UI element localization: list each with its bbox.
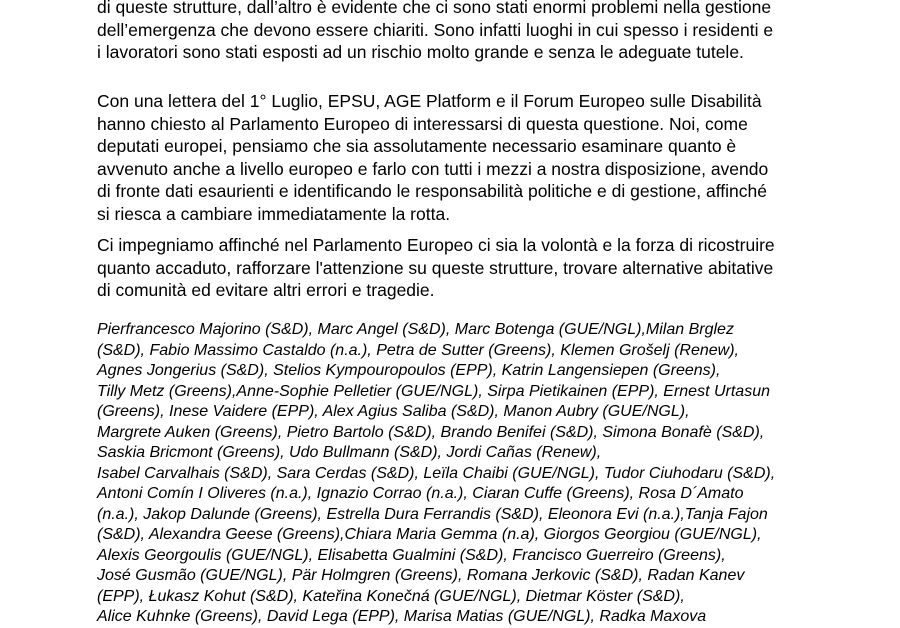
signatories-line-5: (Greens), Inese Vaidere (EPP), Alex Agius Saliba (S&D), Manon Aubry (GUE/NGL), — [97, 403, 690, 420]
signatories-list — [97, 320, 775, 628]
paragraph-2-line-3: deputati europei, pensiamo che sia assolutamente necessario esaminare quanto è — [97, 136, 737, 156]
signatories-line-14: (EPP), Łukasz Kohut (S&D), Kateřina Konečná (GUE/NGL), Dietmar Köster (S&D), — [97, 587, 685, 605]
paragraph-2-line-6: si riesca a cambiare immediatamente la rotta. — [97, 203, 451, 224]
paragraph-3-line-2: quanto accaduto, rafforzare l'attenzione su queste strutture, trovare alternative abitative — [97, 257, 774, 278]
paragraph-3-line-3: di comunità ed evitare altri errori e tragedie. — [97, 280, 435, 300]
signatories-line-11: (S&D), Alexandra Geese (Greens),Chiara Maria Gemma (n.a), Giorgos Georgiou (GUE/NGL), — [97, 526, 762, 543]
signatories-line-13: José Gusmão (GUE/NGL), Pär Holmgren (Greens), Romana Jerkovic (S&D), Radan Kanev — [97, 567, 745, 584]
signatories-line-10: (n.a.), Jakop Dalunde (Greens), Estrella Dura Ferrandis (S&D), Eleonora Evi (n.a.),Tanja Fajon — [97, 505, 768, 523]
signatories-line-4: Tilly Metz (Greens),Anne-Sophie Pelletier (GUE/NGL), Sirpa Pietikainen (EPP), Ernest Urtasun — [97, 382, 770, 400]
signatories-line-9: Antoni Comín I Oliveres (n.a.), Ignazio Corrao (n.a.), Ciaran Cuffe (Greens), Rosa D´Amato — [97, 485, 744, 502]
paragraph-3 — [97, 234, 775, 302]
signatories-line-3: Agnes Jongerius (S&D), Stelios Kympouropoulos (EPP), Katrin Langensiepen (Greens), — [97, 362, 721, 379]
paragraph-1-line-3: i lavoratori sono stati esposti ad un rischio molto grande e senza le adeguate tutele. — [97, 42, 744, 62]
signatories-line-6: Margrete Auken (Greens), Pietro Bartolo (S&D), Brando Benifei (S&D), Simona Bonafè (S&D), — [97, 423, 765, 441]
paragraph-2 — [97, 90, 768, 225]
paragraph-3-line-1: Ci impegniamo affinché nel Parlamento Europeo ci sia la volontà e la forza di ricostruire — [97, 235, 775, 255]
signatories-line-7: Saskia Bricmont (Greens), Udo Bullmann (S&D), Jordi Cañas (Renew), — [97, 444, 602, 461]
paragraph-2-line-1: Con una lettera del 1° Luglio, EPSU, AGE Platform e il Forum Europeo sulle Disabilità — [97, 91, 762, 111]
paragraph-1 — [97, 0, 773, 64]
signatories-line-12: Alexis Georgoulis (GUE/NGL), Elisabetta Gualmini (S&D), Francisco Guerreiro (Greens), — [97, 546, 726, 564]
paragraph-1-line-1: di queste strutture, dall’altro è evidente che ci sono stati enormi problemi nella gestione — [97, 0, 772, 17]
paragraph-2-line-5: di fronte dati esaurienti e identificando le responsabilità politiche e di gestione, affinché — [97, 181, 767, 201]
paragraph-1-line-2: dell’emergenza che devono essere chiariti. Sono infatti luoghi in cui spesso i residenti e — [97, 19, 774, 40]
signatories-line-15: Alice Kuhnke (Greens), David Lega (EPP), Marisa Matias (GUE/NGL), Radka Maxova — [97, 608, 707, 625]
paragraph-2-line-2: hanno chiesto al Parlamento Europeo di interessarsi di questa questione. Noi, come — [97, 113, 748, 134]
signatories-line-8: Isabel Carvalhais (S&D), Sara Cerdas (S&D), Leïla Chaibi (GUE/NGL), Tudor Ciuhodaru (S&D), — [97, 464, 776, 482]
signatories-line-1: Pierfrancesco Majorino (S&D), Marc Angel (S&D), Marc Botenga (GUE/NGL),Milan Brglez — [97, 321, 734, 338]
signatories-line-2: (S&D), Fabio Massimo Castaldo (n.a.), Petra de Sutter (Greens), Klemen Grošelj (Renew), — [97, 341, 739, 359]
paragraph-2-line-4: avvenuto anche a livello europeo e farlo con tutti i mezzi a nostra disposizione, avendo — [97, 158, 769, 179]
